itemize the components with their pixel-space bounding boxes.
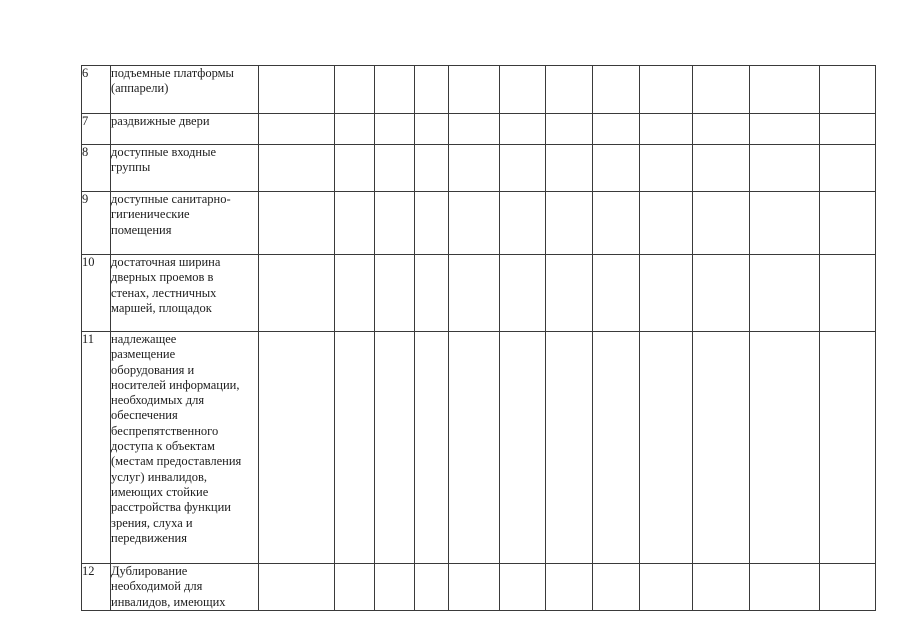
empty-cell xyxy=(259,114,335,145)
row-number-cell: 12 xyxy=(82,564,111,611)
empty-cell xyxy=(546,255,593,332)
empty-cell xyxy=(415,564,449,611)
row-number-cell: 11 xyxy=(82,332,111,564)
empty-cell xyxy=(640,114,693,145)
empty-cell xyxy=(375,192,415,255)
table-row xyxy=(82,66,876,114)
empty-cell xyxy=(546,192,593,255)
empty-cell xyxy=(593,114,640,145)
empty-cell xyxy=(750,192,820,255)
empty-cell xyxy=(375,66,415,114)
empty-cell xyxy=(820,564,876,611)
empty-cell xyxy=(593,192,640,255)
empty-cell xyxy=(593,564,640,611)
empty-cell xyxy=(259,564,335,611)
description-line: беспрепятственного xyxy=(111,423,219,438)
empty-cell xyxy=(449,332,500,564)
empty-cell xyxy=(335,114,375,145)
empty-cell xyxy=(415,255,449,332)
empty-cell xyxy=(750,114,820,145)
description-line: Дублирование xyxy=(111,564,188,578)
description-line: маршей, площадок xyxy=(111,300,212,315)
description-line: услуг) инвалидов, xyxy=(111,469,208,484)
empty-cell xyxy=(546,114,593,145)
accessibility-table xyxy=(81,65,876,611)
empty-cell xyxy=(593,332,640,564)
empty-cell xyxy=(415,145,449,192)
table-row xyxy=(82,192,876,255)
empty-cell xyxy=(259,66,335,114)
empty-cell xyxy=(335,66,375,114)
table-row xyxy=(82,332,876,564)
row-number-cell: 6 xyxy=(82,66,111,114)
empty-cell xyxy=(449,564,500,611)
empty-cell xyxy=(546,145,593,192)
description-line: достаточная ширина xyxy=(111,255,221,269)
empty-cell xyxy=(375,332,415,564)
description-line: раздвижные двери xyxy=(111,114,210,128)
description-line: передвижения xyxy=(111,530,187,545)
empty-cell xyxy=(640,255,693,332)
row-description-cell xyxy=(111,332,259,564)
empty-cell xyxy=(640,564,693,611)
description-line: зрения, слуха и xyxy=(111,515,193,530)
description-line: гигиенические xyxy=(111,207,190,222)
description-line: дверных проемов в xyxy=(111,270,214,285)
table-row xyxy=(82,564,876,611)
empty-cell xyxy=(500,66,546,114)
description-line: (местам предоставления xyxy=(111,454,242,469)
empty-cell xyxy=(500,145,546,192)
empty-cell xyxy=(750,145,820,192)
empty-cell xyxy=(500,564,546,611)
empty-cell xyxy=(640,66,693,114)
row-number-cell: 10 xyxy=(82,255,111,332)
empty-cell xyxy=(449,66,500,114)
empty-cell xyxy=(693,564,750,611)
description-line: необходимой для xyxy=(111,579,203,594)
empty-cell xyxy=(640,145,693,192)
description-line: группы xyxy=(111,160,151,175)
table-row xyxy=(82,255,876,332)
empty-cell xyxy=(820,145,876,192)
row-description-cell xyxy=(111,145,259,192)
row-description-cell xyxy=(111,192,259,255)
row-description-cell xyxy=(111,564,259,611)
empty-cell xyxy=(640,332,693,564)
description-line: подъемные платформы xyxy=(111,66,234,80)
description-line: имеющих стойкие xyxy=(111,484,209,499)
empty-cell xyxy=(820,255,876,332)
empty-cell xyxy=(375,114,415,145)
description-line: размещение xyxy=(111,347,176,362)
description-line: (аппарели) xyxy=(111,81,169,96)
empty-cell xyxy=(546,332,593,564)
empty-cell xyxy=(546,66,593,114)
empty-cell xyxy=(449,114,500,145)
empty-cell xyxy=(415,192,449,255)
empty-cell xyxy=(820,66,876,114)
empty-cell xyxy=(259,145,335,192)
empty-cell xyxy=(750,564,820,611)
row-number-cell: 8 xyxy=(82,145,111,192)
empty-cell xyxy=(750,66,820,114)
empty-cell xyxy=(593,66,640,114)
empty-cell xyxy=(449,192,500,255)
empty-cell xyxy=(375,255,415,332)
description-line: обеспечения xyxy=(111,408,178,423)
empty-cell xyxy=(500,114,546,145)
empty-cell xyxy=(693,332,750,564)
empty-cell xyxy=(415,332,449,564)
description-line: надлежащее xyxy=(111,332,177,346)
description-line: инвалидов, имеющих xyxy=(111,594,226,609)
empty-cell xyxy=(500,192,546,255)
empty-cell xyxy=(546,564,593,611)
empty-cell xyxy=(415,66,449,114)
table-row xyxy=(82,145,876,192)
empty-cell xyxy=(335,564,375,611)
empty-cell xyxy=(415,114,449,145)
empty-cell xyxy=(820,192,876,255)
row-number-cell: 7 xyxy=(82,114,111,145)
row-number-cell: 9 xyxy=(82,192,111,255)
empty-cell xyxy=(820,114,876,145)
description-line: носителей информации, xyxy=(111,377,240,392)
empty-cell xyxy=(259,192,335,255)
empty-cell xyxy=(500,332,546,564)
empty-cell xyxy=(750,332,820,564)
empty-cell xyxy=(593,255,640,332)
empty-cell xyxy=(750,255,820,332)
empty-cell xyxy=(640,192,693,255)
empty-cell xyxy=(449,255,500,332)
description-line: доступные санитарно- xyxy=(111,192,231,206)
empty-cell xyxy=(335,192,375,255)
row-description-cell xyxy=(111,255,259,332)
empty-cell xyxy=(259,332,335,564)
empty-cell xyxy=(335,145,375,192)
row-description-cell xyxy=(111,66,259,114)
empty-cell xyxy=(375,564,415,611)
empty-cell xyxy=(820,332,876,564)
empty-cell xyxy=(335,255,375,332)
row-description-cell xyxy=(111,114,259,145)
empty-cell xyxy=(449,145,500,192)
empty-cell xyxy=(593,145,640,192)
description-line: стенах, лестничных xyxy=(111,285,217,300)
empty-cell xyxy=(693,66,750,114)
description-line: расстройства функции xyxy=(111,500,231,515)
description-line: оборудования и xyxy=(111,362,195,377)
description-line: доступные входные xyxy=(111,145,217,159)
description-line: помещения xyxy=(111,222,172,237)
empty-cell xyxy=(693,192,750,255)
description-line: необходимых для xyxy=(111,393,205,408)
empty-cell xyxy=(500,255,546,332)
empty-cell xyxy=(259,255,335,332)
empty-cell xyxy=(693,145,750,192)
empty-cell xyxy=(693,255,750,332)
description-line: доступа к объектам xyxy=(111,439,215,454)
empty-cell xyxy=(335,332,375,564)
empty-cell xyxy=(693,114,750,145)
empty-cell xyxy=(375,145,415,192)
table-row xyxy=(82,114,876,145)
